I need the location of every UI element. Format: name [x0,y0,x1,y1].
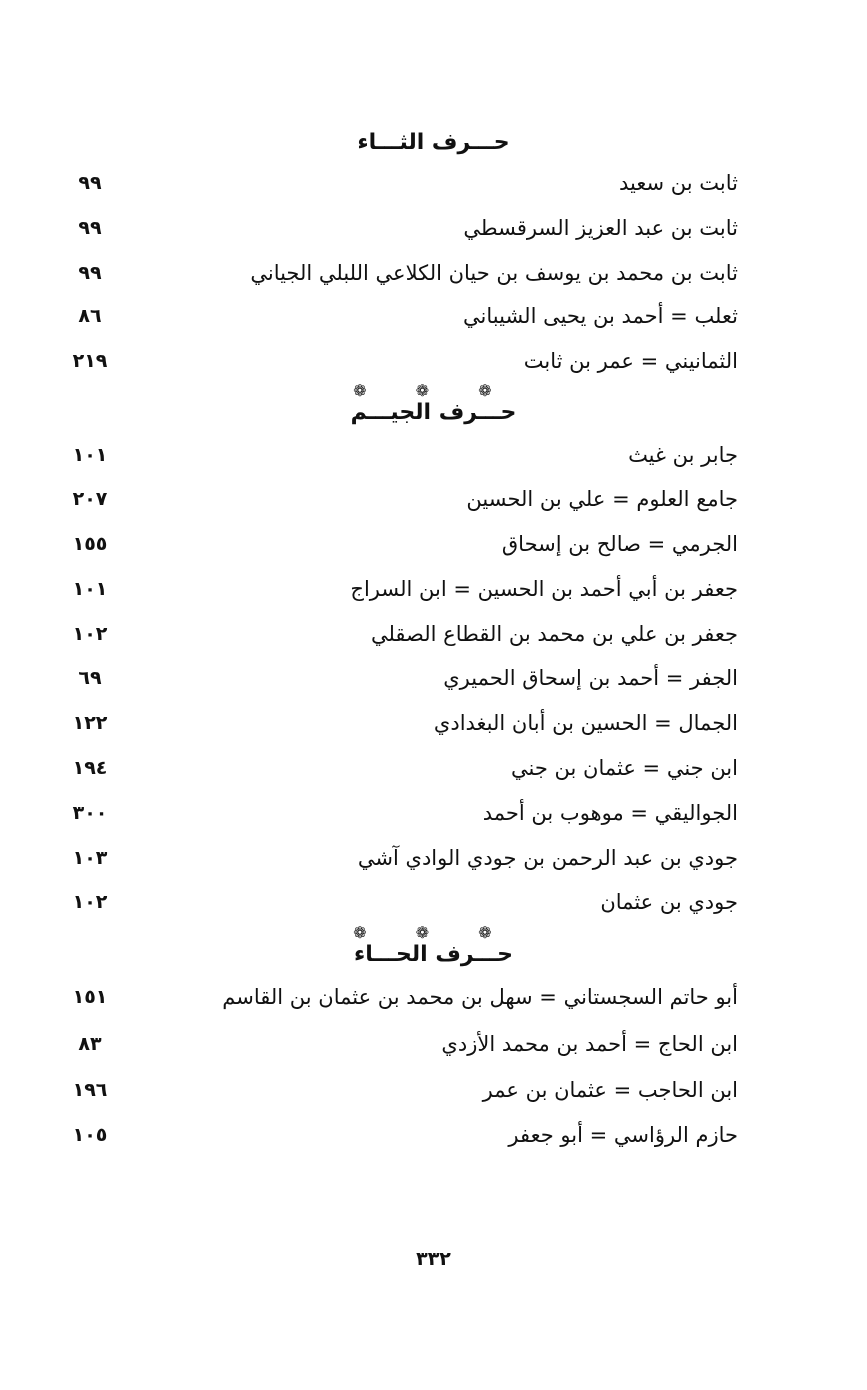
section-divider-ornament: ❁ ❁ ❁ [353,923,514,942]
index-entry [60,437,738,473]
index-entry [60,660,738,696]
entry-page-number: ١٠٣ [72,847,108,869]
index-entry [60,795,738,831]
page-number: ٣٣٢ [416,1248,451,1270]
index-entry [60,1026,738,1062]
section-title-tha: حـــرف الثـــاء [357,130,510,155]
entry-page-number: ١٠٥ [72,1124,108,1146]
index-entry [60,884,738,920]
section-title-ha: حـــرف الحـــاء [353,942,514,967]
index-entry [60,526,738,562]
index-entry [60,616,738,652]
entry-page-number: ٩٩ [78,217,102,239]
entry-name: جعفر بن علي بن محمد بن القطاع الصقلي [370,622,738,646]
entry-name: جابر بن غيث [628,443,738,467]
entry-name: ثابت بن محمد بن يوسف بن حيان الكلاعي اللبلي الجياني [250,261,738,285]
entry-page-number: ١٩٤ [72,757,108,779]
entry-name: حازم الرؤاسي = أبو جعفر [508,1123,738,1147]
entry-name: الجواليقي = موهوب بن أحمد [482,801,738,825]
index-entry [60,705,738,741]
index-entry [60,1117,738,1153]
entry-page-number: ٢٠٧ [72,488,108,510]
entry-name: الجرمي = صالح بن إسحاق [501,532,738,556]
section-title-jim: حـــرف الجيـــم [350,400,517,425]
index-entry [60,165,738,201]
entry-page-number: ١٥٥ [72,533,108,555]
section-divider-ornament: ❁ ❁ ❁ [353,381,514,400]
entry-name: جعفر بن أبي أحمد بن الحسين = ابن السراج [350,577,738,601]
entry-page-number: ٢١٩ [72,350,108,372]
entry-name: الجفر = أحمد بن إسحاق الحميري [443,666,738,690]
index-entry [60,571,738,607]
entry-page-number: ١٩٦ [72,1079,108,1101]
entry-page-number: ٨٣ [78,1033,102,1055]
entry-page-number: ١٠١ [72,578,108,600]
entry-name: ابن الحاج = أحمد بن محمد الأزدي [441,1032,738,1056]
index-entry [60,481,738,517]
entry-name: الثمانيني = عمر بن ثابت [523,349,738,373]
index-entry [60,840,738,876]
entry-name: أبو حاتم السجستاني = سهل بن محمد بن عثمان بن القاسم [222,985,738,1009]
entry-page-number: ٩٩ [78,172,102,194]
index-entry [60,1072,738,1108]
index-entry [60,255,738,291]
entry-page-number: ٣٠٠ [72,802,108,824]
entry-name: ثابت بن عبد العزيز السرقسطي [463,216,738,240]
entry-name: جودي بن عثمان [600,890,738,914]
entry-page-number: ١٠٢ [72,623,108,645]
entry-name: جودي بن عبد الرحمن بن جودي الوادي آشي [357,846,738,870]
entry-page-number: ١٢٢ [72,712,108,734]
index-entry [60,979,738,1015]
entry-page-number: ١٥١ [72,986,108,1008]
entry-page-number: ٦٩ [78,667,102,689]
index-entry [60,343,738,379]
entry-name: ثابت بن سعيد [619,171,738,195]
entry-name: جامع العلوم = علي بن الحسين [466,487,738,511]
entry-name: ابن جني = عثمان بن جني [511,756,738,780]
index-entry [60,750,738,786]
entry-name: ثعلب = أحمد بن يحيى الشيباني [463,304,738,328]
index-entry [60,298,738,334]
entry-page-number: ١٠١ [72,444,108,466]
entry-name: الجمال = الحسين بن أبان البغدادي [433,711,738,735]
entry-name: ابن الحاجب = عثمان بن عمر [482,1078,738,1102]
entry-page-number: ٩٩ [78,262,102,284]
entry-page-number: ١٠٢ [72,891,108,913]
entry-page-number: ٨٦ [78,305,102,327]
index-entry [60,210,738,246]
